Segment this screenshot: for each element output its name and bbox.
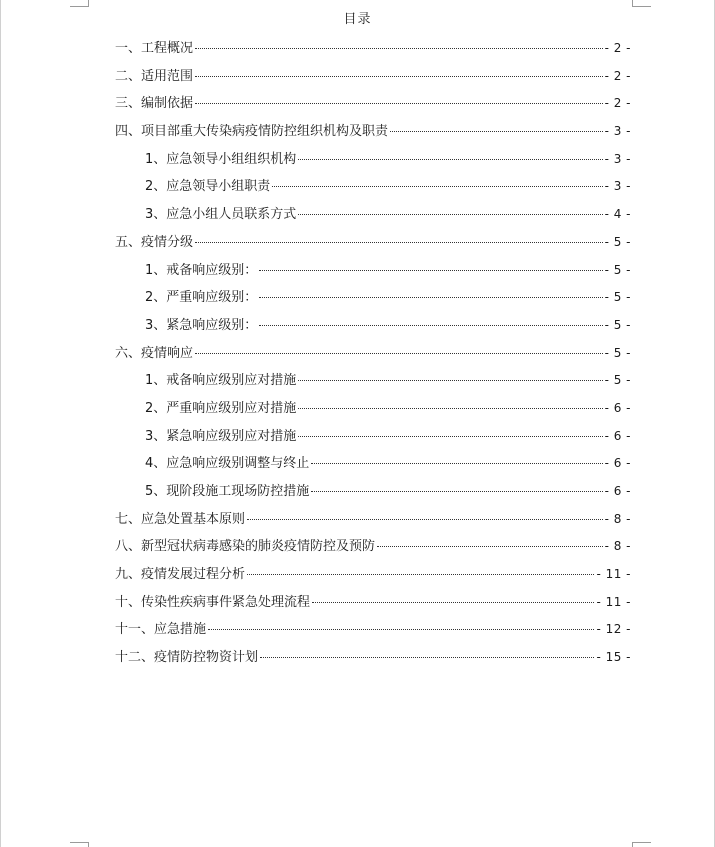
toc-entry-label: 3、紧急响应级别： [145,317,258,333]
toc-entry-label: 四、项目部重大传染病疫情防控组织机构及职责 [115,124,389,140]
toc-entry[interactable] [115,535,631,563]
toc-entry-label: 2、严重响应级别： [145,290,258,306]
toc-entry[interactable] [115,175,631,203]
toc-entry[interactable] [115,314,631,342]
toc-entry-label: 4、应急响应级别调整与终止 [145,456,310,472]
toc-entry-label: 1、戒备响应级别应对措施 [145,373,297,389]
toc-entry[interactable] [115,397,631,425]
toc-entry-label: 2、严重响应级别应对措施 [145,400,297,416]
toc-dot-leader [312,602,594,603]
toc-entry[interactable] [115,646,631,674]
toc-entry[interactable] [115,563,631,591]
toc-entry-page-number: - 3 - [604,151,631,166]
margin-corner-mark [70,0,89,7]
toc-dot-leader [259,325,602,326]
margin-corner-mark [632,842,651,847]
toc-entry[interactable] [115,286,631,314]
toc-dot-leader [298,380,602,381]
toc-entry-label: 三、编制依据 [115,96,194,112]
toc-entry-page-number: - 6 - [604,484,631,498]
page-left-edge [0,0,1,847]
toc-dot-leader [259,270,602,271]
toc-entry-page-number: - 11 - [596,594,631,609]
toc-dot-leader [311,491,602,492]
toc-dot-leader [247,574,594,575]
toc-entry-label: 五、疫情分级 [115,234,194,250]
toc-entry-page-number: - 5 - [604,262,631,277]
toc-entry-page-number: - 6 - [604,400,631,415]
toc-entry[interactable] [115,65,631,93]
toc-entry-label: 1、应急领导小组组织机构 [145,151,297,167]
toc-entry-page-number: - 2 - [604,41,631,55]
toc-entry-label: 九、疫情发展过程分析 [115,567,246,583]
toc-dot-leader [259,297,602,298]
toc-entry[interactable] [115,369,631,397]
toc-entry[interactable] [115,480,631,508]
toc-dot-leader [298,159,602,160]
toc-entry-label: 十一、应急措施 [115,622,207,638]
toc-entry[interactable] [115,342,631,370]
toc-entry-page-number: - 5 - [604,345,631,360]
toc-entry-page-number: - 5 - [604,234,631,249]
toc-dot-leader [298,436,602,437]
toc-entry-page-number: - 5 - [604,317,631,332]
toc-entry-page-number: - 2 - [604,96,631,111]
toc-entry-page-number: - 11 - [596,567,631,582]
toc-dot-leader [298,214,602,215]
toc-entry-label: 1、戒备响应级别： [145,262,258,278]
toc-entry-label: 二、适用范围 [115,68,194,84]
toc-entry-page-number: - 3 - [604,179,631,194]
toc-entry-page-number: - 6 - [604,456,631,471]
toc-entry[interactable] [115,508,631,536]
toc-entry-page-number: - 15 - [596,650,631,665]
toc-entry-page-number: - 12 - [596,622,631,637]
margin-corner-mark [632,0,651,7]
toc-entry-page-number: - 5 - [604,290,631,305]
toc-dot-leader [247,519,603,520]
toc-entry-label: 十二、疫情防控物资计划 [115,650,259,666]
toc-entry[interactable] [115,591,631,619]
toc-entry-label: 3、应急小组人员联系方式 [145,207,297,223]
toc-dot-leader [195,242,603,243]
toc-entry-page-number: - 2 - [604,68,631,83]
toc-entry-page-number: - 3 - [604,124,631,139]
toc-entry[interactable] [115,231,631,259]
toc-entry[interactable] [115,203,631,231]
toc-entry[interactable] [115,452,631,480]
toc-entry[interactable] [115,37,631,65]
toc-entry-page-number: - 6 - [604,428,631,443]
toc-dot-leader [208,629,594,630]
toc-entry[interactable] [115,618,631,646]
toc-entry-label: 七、应急处置基本原则 [115,511,246,527]
toc-dot-leader [377,546,603,547]
toc-entry-page-number: - 8 - [604,511,631,526]
toc-dot-leader [298,408,602,409]
toc-dot-leader [272,186,602,187]
toc-entry[interactable] [115,259,631,287]
margin-corner-mark [70,842,89,847]
toc-dot-leader [311,463,602,464]
toc-dot-leader [195,103,603,104]
toc-entry[interactable] [115,92,631,120]
toc-dot-leader [390,131,603,132]
toc-entry-label: 十、传染性疾病事件紧急处理流程 [115,594,311,610]
toc-entry-page-number: - 4 - [604,207,631,222]
toc-entry-label: 六、疫情响应 [115,345,194,361]
toc-entry[interactable] [115,148,631,176]
toc-dot-leader [195,48,603,49]
toc-list [115,37,631,674]
toc-entry-label: 3、紧急响应级别应对措施 [145,428,297,444]
toc-entry-label: 一、工程概况 [115,41,194,56]
toc-dot-leader [195,353,603,354]
toc-dot-leader [195,76,603,77]
toc-entry[interactable] [115,120,631,148]
toc-entry-page-number: - 5 - [604,373,631,388]
toc-entry-label: 八、新型冠状病毒感染的肺炎疫情防控及预防 [115,539,376,555]
toc-entry-page-number: - 8 - [604,539,631,554]
toc-entry[interactable] [115,425,631,453]
toc-entry-label: 2、应急领导小组职责 [145,179,271,195]
toc-title: 目录 [343,12,372,27]
toc-dot-leader [260,657,594,658]
toc-entry-label: 5、现阶段施工现场防控措施 [145,484,310,499]
